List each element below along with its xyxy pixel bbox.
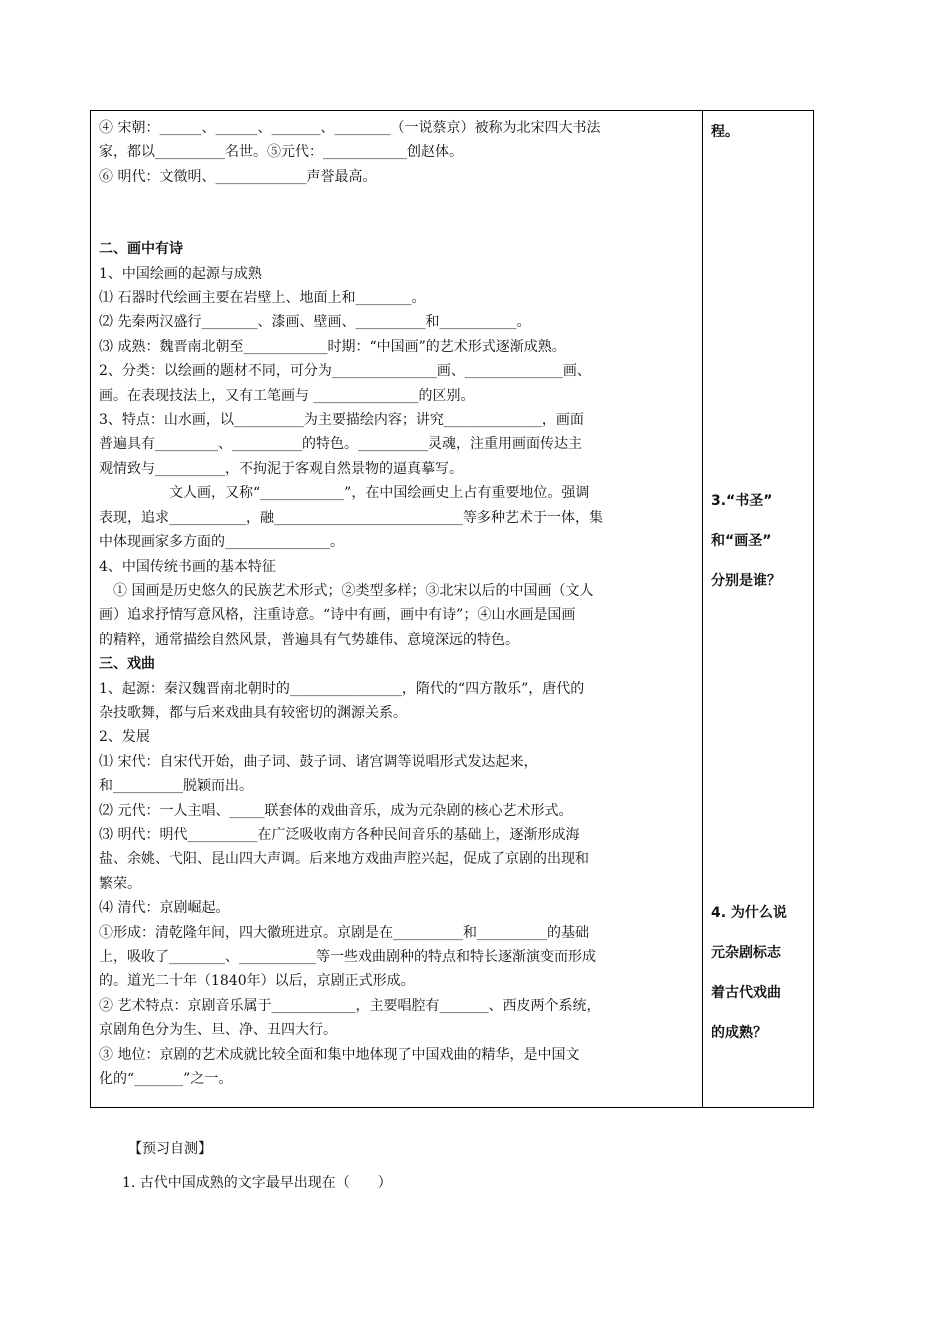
opera-o2-e: 盐、余姚、弋阳、昆山四大声调。后来地方戏曲声腔兴起，促成了京剧的出现和 xyxy=(99,851,589,868)
opera-o1-b: 杂技歌舞，都与后来戏曲具有较密切的渊源关系。 xyxy=(99,704,407,721)
painting-p4-b: 画）追求抒情写意风格，注重诗意。“诗中有画，画中有诗”；④山水画是国画 xyxy=(99,607,576,624)
opera-o2-a: ⑴ 宋代：自宋代开始，曲子词、鼓子词、诸宫调等说唱形式发达起来， xyxy=(99,753,538,770)
painting-p2-b: 画。在表现技法上，又有工笔画与 _______________的区别。 xyxy=(99,387,475,404)
ming-line: ⑥ 明代：文徵明、_____________声誉最高。 xyxy=(99,168,377,185)
painting-p4-c: 的精粹，通常描绘自然风景，普遍具有气势雄伟、意境深远的特色。 xyxy=(99,631,519,648)
painting-p3-e: 表现，追求___________，融___________________________等多种艺术于一体，集 xyxy=(99,509,603,526)
q4-line-4: 的成熟？ xyxy=(711,1025,767,1041)
opera-o2-l: 京剧角色分为生、旦、净、丑四大行。 xyxy=(99,1022,337,1039)
painting-p4-a: ① 国画是历史悠久的民族艺术形式；②类型多样；③北宋以后的中国画（文人 xyxy=(113,582,594,599)
q4-line-3: 着古代戏曲 xyxy=(711,985,781,1001)
painting-p2-a: 2、分类：以绘画的题材不同，可分为_______________画、______________画、 xyxy=(99,363,591,380)
preview-heading: 【预习自测】 xyxy=(128,1141,212,1157)
spacer xyxy=(99,189,694,237)
painting-p1-c: ⑶ 成熟：魏晋南北朝至____________时期：“中国画”的艺术形式逐渐成熟。 xyxy=(99,338,566,355)
opera-o2-title: 2、发展 xyxy=(99,729,150,746)
q4-line-1: 4. 为什么说 xyxy=(711,905,787,921)
q4-line-2: 元杂剧标志 xyxy=(711,945,781,961)
side-question-3 xyxy=(711,481,781,601)
opera-o2-f: 繁荣。 xyxy=(99,875,141,892)
side-question-4 xyxy=(711,893,787,1053)
opera-o2-d: ⑶ 明代：明代__________在广泛吸收南方各种民间音乐的基础上，逐渐形成海 xyxy=(99,826,580,843)
painting-p4-title: 4、中国传统书画的基本特征 xyxy=(99,558,276,575)
side-continuation: 程。 xyxy=(711,124,739,140)
opera-o2-n: 化的“_______”之一。 xyxy=(99,1071,233,1088)
painting-heading: 二、画中有诗 xyxy=(99,241,183,258)
opera-o2-i: 上，吸收了________、___________等一些戏曲剧种的特点和特长逐渐演变而形成 xyxy=(99,949,596,965)
opera-o2-g: ⑷ 清代：京剧崛起。 xyxy=(99,900,230,917)
preview-question-1: 1. 古代中国成熟的文字最早出现在（ ） xyxy=(122,1175,392,1191)
painting-p3-d: 文人画，又称“____________”，在中国绘画史上占有重要地位。强调 xyxy=(169,485,590,502)
painting-p1-b: ⑵ 先秦两汉盛行________、漆画、壁画、__________和___________。 xyxy=(99,314,531,331)
q3-line-3: 分别是谁？ xyxy=(711,573,781,589)
painting-p1-title: 1、中国绘画的起源与成熟 xyxy=(99,265,262,282)
painting-p3-c: 观情致与__________，不拘泥于客观自然景物的逼真摹写。 xyxy=(99,460,463,477)
song-line-a: ④ 宋朝：______、______、_______、________（一说蔡京）被称为北宋四大书法 xyxy=(99,120,601,136)
opera-o2-c: ⑵ 元代：一人主唱、_____联套体的戏曲音乐，成为元杂剧的核心艺术形式。 xyxy=(99,802,573,819)
opera-o2-j: 的。道光二十年（1840年）以后，京剧正式形成。 xyxy=(99,973,415,990)
painting-p3-f: 中体现画家多方面的_______________。 xyxy=(99,534,344,551)
content-cell xyxy=(91,111,703,1108)
painting-p3-a: 3、特点：山水画，以__________为主要描绘内容；讲究______________，画面 xyxy=(99,412,584,429)
opera-o2-k: ② 艺术特点：京剧音乐属于____________，主要唱腔有_______、西皮两个系统， xyxy=(99,997,601,1014)
q3-line-1: 3.“书圣” xyxy=(711,493,773,509)
song-line-b: 家，都以__________名世。⑤元代：____________创赵体。 xyxy=(99,144,463,161)
opera-o2-h: ①形成：清乾隆年间，四大徽班进京。京剧是在__________和__________的基础 xyxy=(99,924,589,941)
opera-o2-m: ③ 地位：京剧的艺术成就比较全面和集中地体现了中国戏曲的精华，是中国文 xyxy=(99,1046,580,1063)
opera-o1-a: 1、起源：秦汉魏晋南北朝时的________________，隋代的“四方散乐”，唐代的 xyxy=(99,680,585,697)
study-guide-table xyxy=(90,110,814,1108)
painting-p1-a: ⑴ 石器时代绘画主要在岩壁上、地面上和________。 xyxy=(99,290,426,307)
opera-heading: 三、戏曲 xyxy=(99,656,155,673)
q3-line-2: 和“画圣” xyxy=(711,533,772,549)
question-cell xyxy=(703,111,814,1108)
opera-o2-b: 和__________脱颖而出。 xyxy=(99,778,253,795)
painting-p3-b: 普遍具有_________、__________的特色。__________灵魂，注重用画面传达主 xyxy=(99,436,582,453)
